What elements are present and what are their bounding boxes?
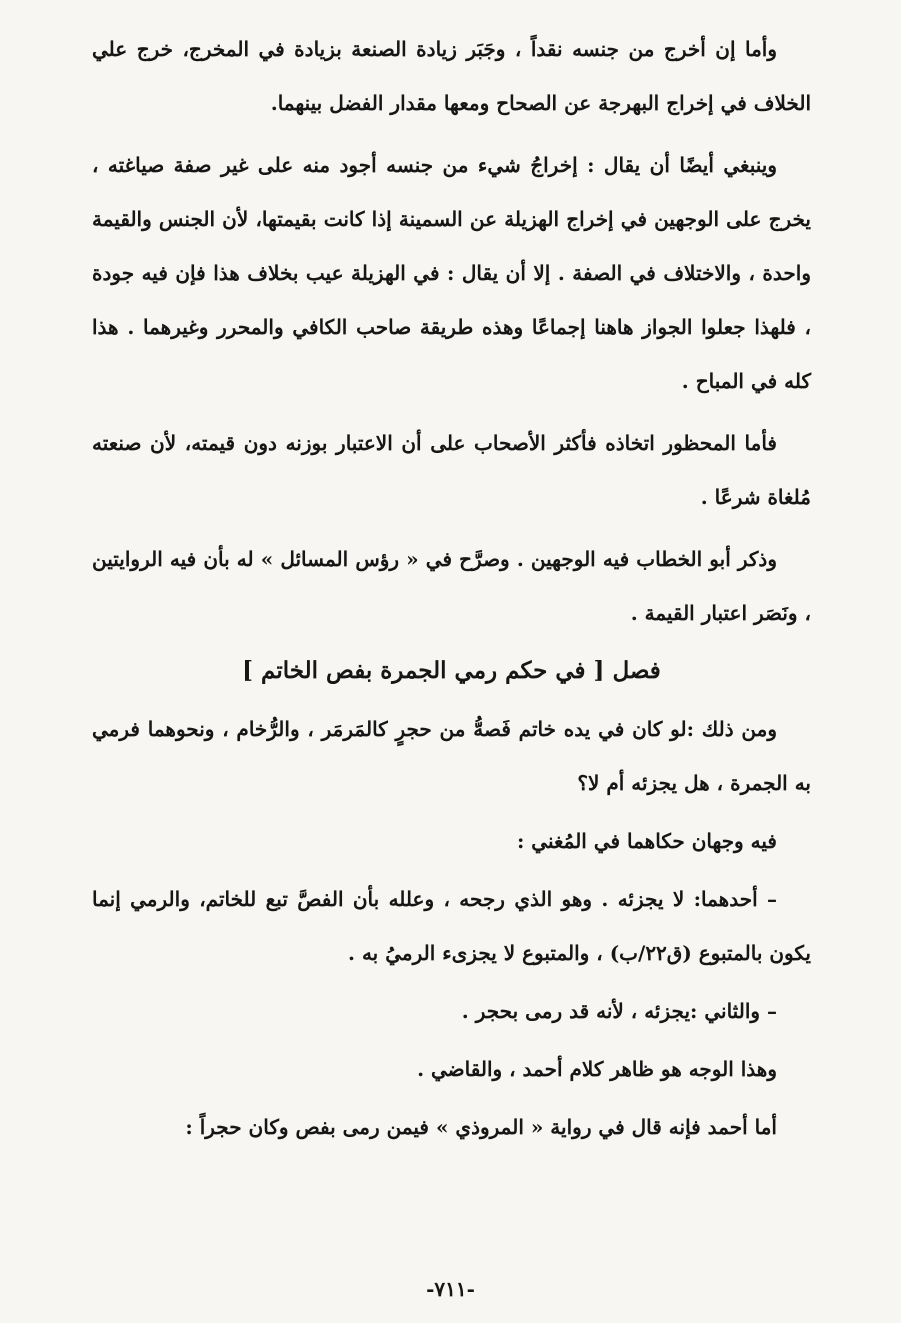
section-heading: فصل [ في حكم رمي الجمرة بفص الخاتم ] xyxy=(242,657,661,684)
section-paragraph-6: أما أحمد فإنه قال في رواية « المروذي » فيمن رمى بفص وكان حجراً : xyxy=(185,1115,777,1139)
paragraph-2: وينبغي أيضًا أن يقال : إخراجُ شيء من جنسه أجود منه على غير صفة صياغته ، يخرج على الوجهين في إخراج الهزيلة عن السمينة إذا كانت بقيمتها، لأن الجنس والقيمة واحدة ، والاختلاف في الصفة . إلا أن يقال : في الهزيلة عيب بخلاف هذا فإن فيه جودة ، فلهذا جعلوا الجواز هاهنا إجماعًا وهذه طريقة صاحب الكافي والمحرر وغيرهما . هذا كله في المباح . xyxy=(92,153,811,393)
section-paragraph-5: وهذا الوجه هو ظاهر كلام أحمد ، والقاضي . xyxy=(417,1057,777,1081)
paragraph-1: وأما إن أخرج من جنسه نقداً ، وجَبَر زيادة الصنعة بزيادة في المخرج، خرج علي الخلاف في إخراج البهرجة عن الصحاح ومعها مقدار الفضل بينهما. xyxy=(92,37,811,115)
section-paragraph-2: فيه وجهان حكاهما في المُغني : xyxy=(516,829,777,853)
paragraph-3: فأما المحظور اتخاذه فأكثر الأصحاب على أن الاعتبار بوزنه دون قيمته، لأن صنعته مُلغاة شرعًا . xyxy=(92,431,811,509)
page-number: -٧١١- xyxy=(426,1277,475,1301)
section-paragraph-3: – أحدهما: لا يجزئه . وهو الذي رجحه ، وعلله بأن الفصَّ تبع للخاتم، والرمي إنما يكون بالمتبوع (ق٢٢/ب) ، والمتبوع لا يجزىء الرميُ به . xyxy=(92,887,811,965)
section-paragraph-1: ومن ذلك :لو كان في يده خاتم فَصهُّ من حجرٍ كالمَرمَر ، والرُّخام ، ونحوهما فرمي به الجمرة ، هل يجزئه أم لا؟ xyxy=(92,717,811,795)
paragraph-4: وذكر أبو الخطاب فيه الوجهين . وصرَّح في « رؤس المسائل » له بأن فيه الروايتين ، ونَصَر اعتبار القيمة . xyxy=(92,547,811,625)
section-paragraph-4: – والثاني :يجزئه ، لأنه قد رمى بحجر . xyxy=(461,999,777,1023)
